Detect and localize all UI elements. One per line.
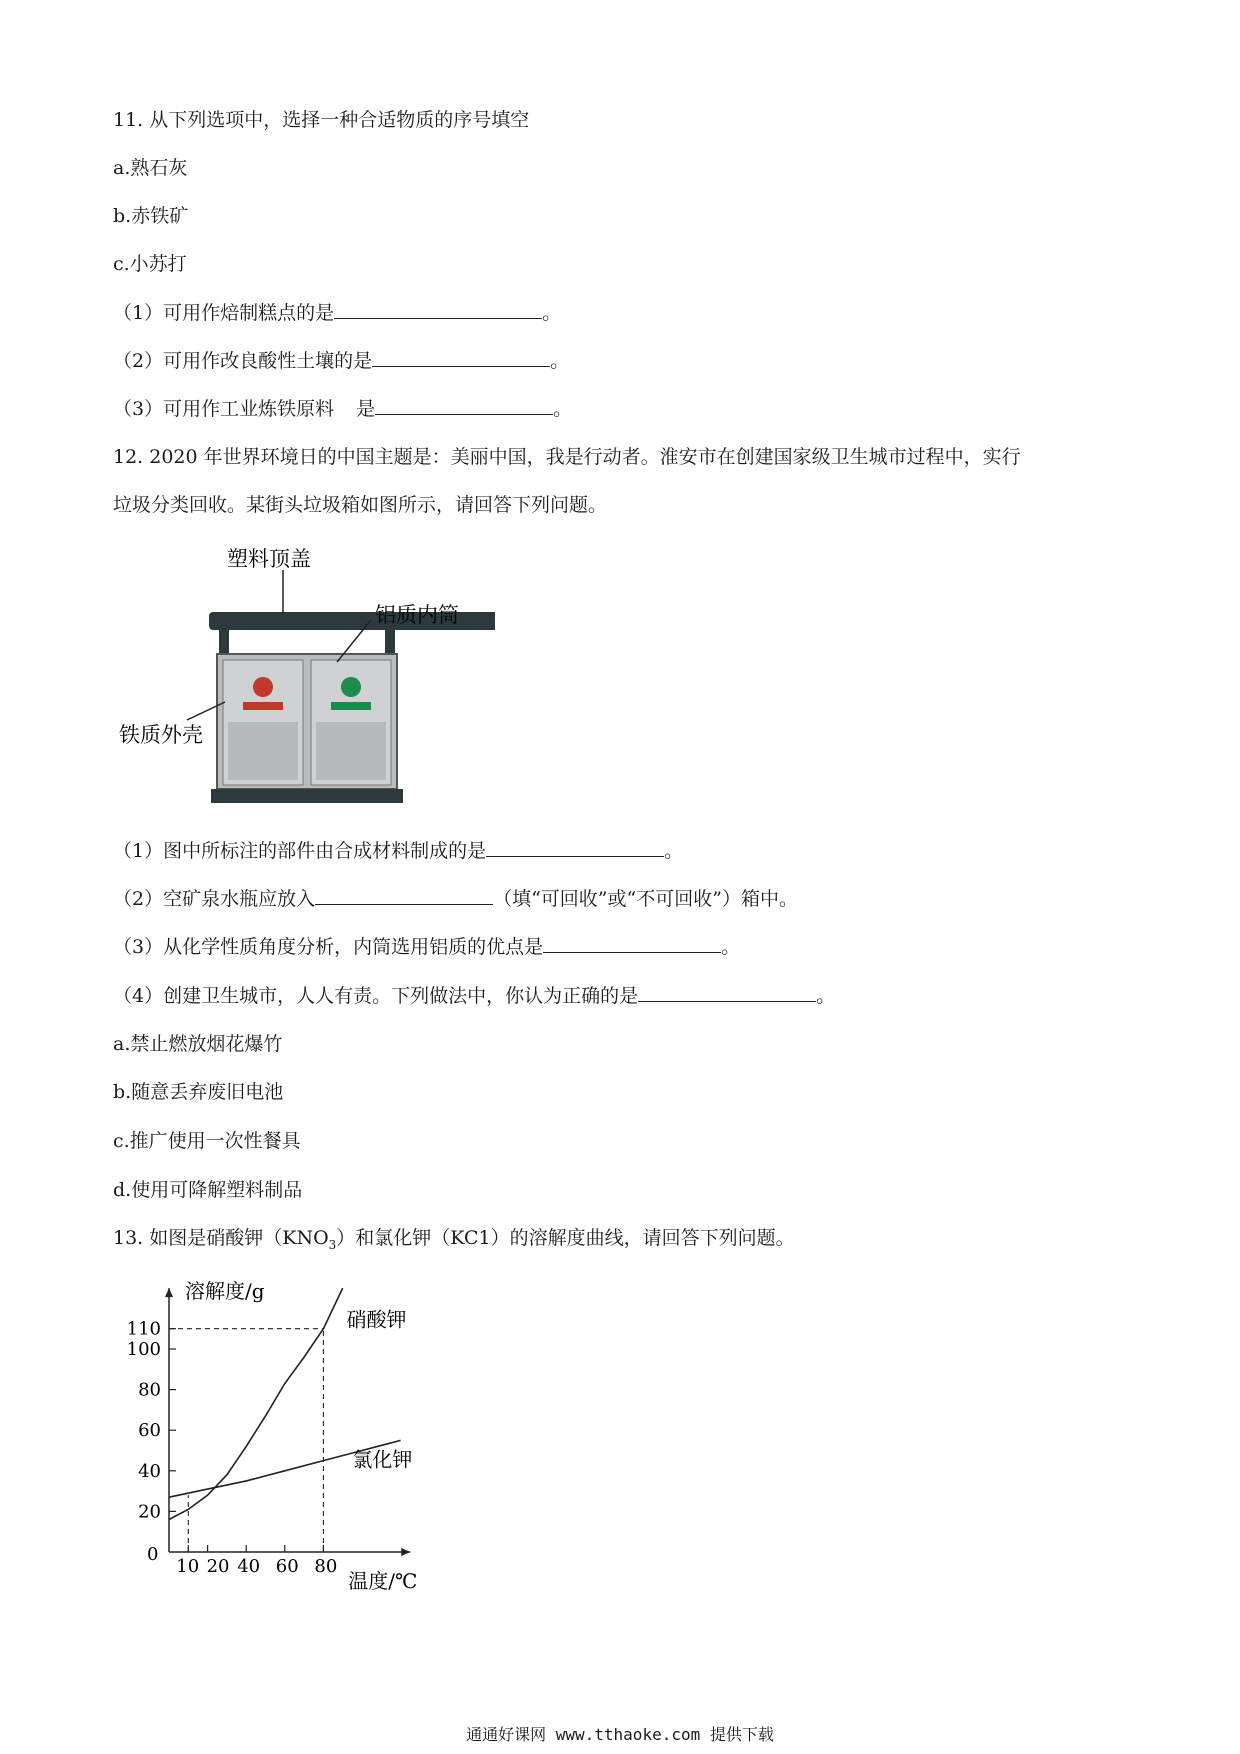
q12-stem-line1: 12. 2020 年世界环境日的中国主题是：美丽中国，我是行动者。淮安市在创建国家级卫生城市过程中，实行: [113, 446, 1021, 468]
y-tick-label: 20: [138, 1501, 161, 1523]
x-tick-label: 40: [237, 1556, 261, 1577]
q12-option-a: a.禁止燃放烟花爆竹: [113, 1033, 283, 1055]
q12-sub3: [113, 934, 740, 959]
origin-label: 0: [147, 1544, 159, 1565]
q11-sub3-blank[interactable]: [375, 396, 553, 415]
q12-sub3-text: （3）从化学性质角度分析，内筒选用铝质的优点是: [113, 936, 544, 958]
recyclable-label-icon: [331, 702, 371, 710]
q12-sub2-blank[interactable]: [315, 886, 493, 905]
q11-sub2-blank[interactable]: [372, 348, 550, 367]
q12-sub4-text: （4）创建卫生城市，人人有责。下列做法中，你认为正确的是: [113, 985, 639, 1007]
series-label-kcl: 氯化钾: [352, 1447, 413, 1472]
q12-sub3-blank[interactable]: [543, 934, 721, 953]
y-tick-label: 110: [126, 1318, 161, 1340]
y-axis-arrow-icon: [165, 1288, 173, 1297]
label-inner-tube: 铝质内筒: [375, 603, 459, 627]
q11-sub3-text: （3）可用作工业炼铁原料: [113, 398, 335, 420]
q11-sub2-end: 。: [550, 350, 570, 372]
q12-option-c: c.推广使用一次性餐具: [113, 1130, 301, 1152]
x-tick-label: 60: [275, 1556, 299, 1577]
q13-stem-sub: 3: [328, 1237, 337, 1252]
q12-sub1-text: （1）图中所标注的部件由合成材料制成的是: [113, 840, 487, 862]
non-recyclable-label-icon: [243, 702, 283, 710]
x-tick-label: 20: [206, 1556, 230, 1577]
label-top-cover: 塑料顶盖: [227, 547, 311, 571]
q11-sub1: [113, 300, 561, 325]
q12-option-b: b.随意丢弃废旧电池: [113, 1081, 284, 1103]
x-tick-label: 10: [176, 1556, 200, 1577]
x-tick-label: 80: [314, 1556, 338, 1577]
q12-sub2-end: （填“可回收”或“不可回收”）箱中。: [493, 888, 798, 910]
page-footer: 通通好课网 www.tthaoke.com 提供下载: [466, 1725, 774, 1744]
q12-sub4: [113, 983, 835, 1008]
q12-stem-line2: 垃圾分类回收。某街头垃圾箱如图所示，请回答下列问题。: [113, 494, 608, 516]
bin-left-door-perforation: [228, 722, 298, 780]
y-tick-label: 100: [126, 1339, 161, 1360]
q11-option-a: a.熟石灰: [113, 157, 188, 179]
q12-sub3-end: 。: [721, 936, 741, 958]
q11-stem: 11. 从下列选项中，选择一种合适物质的序号填空: [113, 109, 530, 131]
q11-sub1-end: 。: [542, 302, 562, 324]
q12-option-d: d.使用可降解塑料制品: [113, 1179, 303, 1201]
y-tick-label: 40: [138, 1460, 161, 1482]
q11-option-c: c.小苏打: [113, 253, 187, 275]
q12-sub1: [113, 838, 683, 863]
q11-sub3-mid: 是: [356, 398, 376, 420]
label-outer-shell: 铁质外壳: [119, 723, 203, 747]
q11-sub1-blank[interactable]: [334, 300, 542, 319]
q11-sub2: [113, 348, 569, 373]
y-tick-label: 80: [138, 1379, 161, 1401]
solubility-chart: [115, 1262, 455, 1592]
q11-sub3-end: 。: [553, 398, 573, 420]
q12-sub2: [113, 886, 798, 911]
q11-sub2-text: （2）可用作改良酸性土壤的是: [113, 350, 373, 372]
q11-option-b: b.赤铁矿: [113, 205, 189, 227]
q13-stem-pre: 13. 如图是硝酸钾（KNO: [113, 1227, 329, 1249]
x-axis-arrow-icon: [401, 1548, 410, 1556]
q13-stem: [113, 1226, 795, 1257]
bin-base: [211, 789, 403, 803]
bin-right-door-perforation: [316, 722, 386, 780]
q13-stem-post: ）和氯化钾（KC1）的溶解度曲线，请回答下列问题。: [336, 1227, 795, 1249]
trash-bin-figure: [115, 542, 495, 812]
y-axis-label: 溶解度/g: [185, 1279, 265, 1304]
q12-sub4-end: 。: [816, 985, 836, 1007]
non-recyclable-icon: [253, 677, 273, 697]
q12-sub1-end: 。: [664, 840, 684, 862]
series-line-kno3: [169, 1288, 343, 1519]
q12-sub1-blank[interactable]: [486, 838, 664, 857]
series-label-kno3: 硝酸钾: [346, 1307, 407, 1332]
q11-sub1-text: （1）可用作焙制糕点的是: [113, 302, 335, 324]
y-tick-label: 60: [138, 1420, 161, 1442]
q12-sub4-blank[interactable]: [638, 983, 816, 1002]
x-axis-label: 温度/℃: [348, 1569, 418, 1592]
q11-sub3: [113, 396, 572, 421]
q12-sub2-text: （2）空矿泉水瓶应放入: [113, 888, 316, 910]
recyclable-icon: [341, 677, 361, 697]
